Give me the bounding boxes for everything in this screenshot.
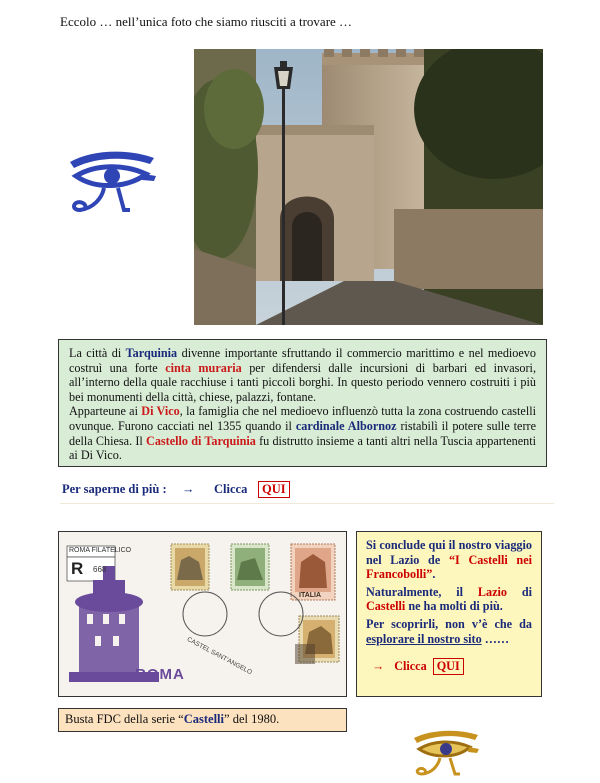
info-paragraph-1: La città di Tarquinia divenne importante sfruttando il commercio marittimo e nel medioevo costruì una forte cinta muraria per difendersi dalle incursioni di barbari ed invasori, all’interno della quale racchiuse i tanti piccoli borghi. In questo periodo vennero costruiti i più bei monumenti della città, chiese, palazzi, fontane. bbox=[69, 346, 536, 404]
castello-highlight: Castello di Tarquinia bbox=[146, 433, 256, 448]
info-paragraph-2: Apparteune ai Di Vico, la famiglia che nel medioevo influenzò tutta la zona costruendo castelli ovunque. Furono cacciati nel 1355 quando il cardinale Albornoz ristabilì il potere sulle terre della Chiesa. Il Castello di Tarquinia fu distrutto insieme a tanti altri nella Tuscia appartenenti ai Di Vico. bbox=[69, 404, 536, 463]
stamp-country: ITALIA bbox=[299, 592, 322, 599]
tarquinia-info-box bbox=[58, 339, 547, 467]
arrow-right-icon: → bbox=[182, 482, 195, 496]
di-vico-highlight: Di Vico bbox=[141, 404, 180, 419]
registration-number: 668 bbox=[93, 565, 107, 574]
explore-site-link[interactable]: esplorare il nostro sito bbox=[366, 631, 482, 646]
clicca-label: Clicca bbox=[394, 659, 427, 674]
conclusion-clicca-row bbox=[366, 658, 532, 675]
eye-of-horus-icon bbox=[412, 728, 480, 780]
series-title: “I Castelli nei Francobolli” bbox=[366, 552, 532, 582]
postmark-text: ROMA FILATELICO bbox=[69, 547, 132, 554]
albornoz-highlight: cardinale Albornoz bbox=[295, 418, 397, 433]
learn-more-label: Per saperne di più : bbox=[62, 482, 167, 496]
lazio-highlight: Lazio bbox=[477, 584, 508, 599]
castelli-highlight: Castelli bbox=[366, 599, 406, 614]
roma-label: ROMA bbox=[135, 666, 185, 683]
registered-mark: R bbox=[71, 559, 84, 578]
castelli-caption-highlight: Castelli bbox=[183, 712, 225, 726]
conclusion-paragraph-2: Naturalmente, il Lazio di Castelli ne ha molti di più. bbox=[366, 584, 532, 614]
divider bbox=[60, 503, 554, 504]
cinta-muraria-highlight: cinta muraria bbox=[165, 360, 242, 375]
qui-link[interactable]: QUI bbox=[258, 481, 290, 498]
fdc-caption: Busta FDC della serie “Castelli” del 1980. bbox=[58, 708, 347, 732]
arrow-right-icon: → bbox=[372, 659, 385, 674]
intro-text: Eccolo … nell’unica foto che siamo riusciti a trovare … bbox=[60, 14, 353, 29]
castle-photo bbox=[194, 49, 543, 325]
eye-of-horus-icon bbox=[66, 148, 158, 218]
qui-link[interactable]: QUI bbox=[433, 658, 464, 675]
conclusion-paragraph-1: Si conclude qui il nostro viaggio nel Lazio de “I Castelli nei Francobolli”. bbox=[366, 538, 532, 582]
tarquinia-highlight: Tarquinia bbox=[125, 346, 178, 360]
clicca-label: Clicca bbox=[214, 482, 248, 496]
fdc-envelope-image bbox=[58, 531, 347, 697]
conclusion-paragraph-3: Per scoprirli, non v’è che da esplorare il nostro sito …… bbox=[366, 616, 532, 646]
cancel-text: CASTEL SANT'ANGELO bbox=[185, 636, 254, 677]
conclusion-box bbox=[356, 531, 542, 697]
